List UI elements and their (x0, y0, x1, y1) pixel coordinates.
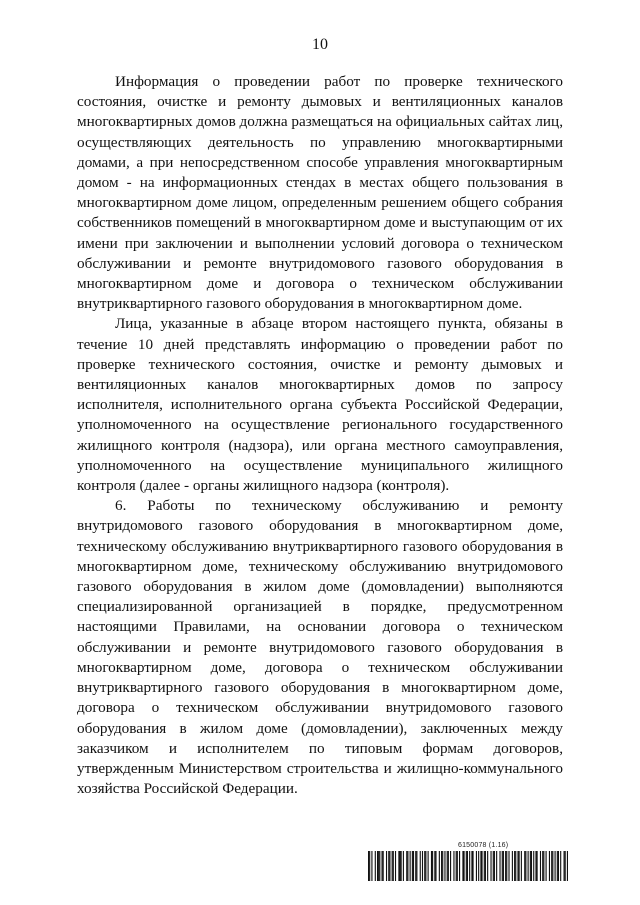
barcode-bar (564, 851, 565, 881)
barcode-bar (560, 851, 561, 881)
barcode-bar (420, 851, 421, 881)
barcode-bar (499, 851, 500, 881)
barcode-bar (462, 851, 463, 881)
barcode-bar (432, 851, 433, 881)
barcode-area (368, 842, 568, 882)
barcode-bar (401, 851, 402, 881)
barcode-bar (375, 851, 376, 881)
paragraph-2: Лица, указанные в абзаце втором настоящего пункта, обязаны в течение 10 дней представлять информацию о проведении работ по проверке технического состояния, очистке и ремонту дымовых и вентиляционных каналов многоквартирных домов по запросу исполнителя, исполнительного органа субъекта Российской Федерации, уполномоченного на осуществление регионального государственного жилищного контроля (надзора), или органа местного самоуправления, уполномоченного на осуществление муниципального жилищного контроля (далее - органы жилищного надзора (контроля). (77, 315, 563, 495)
barcode-bar (493, 851, 494, 881)
barcode-bar (490, 851, 491, 881)
barcode-bar (558, 851, 559, 881)
barcode-bar (377, 851, 378, 881)
barcode-bar (555, 851, 556, 881)
barcode-bar (415, 851, 416, 881)
barcode-bar (472, 851, 473, 881)
barcode-bar (410, 851, 411, 881)
barcode-bar (508, 851, 509, 881)
barcode-bar (456, 851, 457, 881)
barcode-bar (506, 851, 507, 881)
paragraph-3: 6. Работы по техническому обслуживанию и ремонту внутридомового газового оборудования в многоквартирном доме, техническому обслуживанию внутриквартирного газового оборудования в многоквартирном доме, техническому обслуживанию внутридомового газового оборудования в жилом доме (домовладении) выполняются специализированной организацией в порядке, предусмотренном настоящими Правилами, на основании договора о техническом обслуживании и ремонте внутридомового газового оборудования в многоквартирном доме, договора о техническом обслуживании внутриквартирного газового оборудования в многоквартирном доме, договора о техническом обслуживании внутридомового газового оборудования в жилом доме (домовладении), заключенных между заказчиком и исполнителем по типовым формам договоров, утвержденным Министерством строительства и жилищно-коммунального хозяйства Российской Федерации. (77, 497, 563, 798)
barcode-graphic (368, 851, 568, 881)
barcode-bar (502, 851, 503, 881)
barcode-bar (389, 851, 390, 881)
barcode-bar (514, 851, 515, 881)
barcode-bar (549, 851, 550, 881)
barcode-bar (469, 851, 470, 881)
page-number: 10 (312, 36, 328, 53)
barcode-bar (450, 851, 451, 881)
barcode-bar (557, 851, 558, 881)
barcode-bar (531, 851, 532, 881)
barcode-bar (521, 851, 522, 881)
barcode-bar (464, 851, 465, 881)
barcode-bar (422, 851, 423, 881)
barcode-bar (485, 851, 486, 881)
paragraph-1: Информация о проведении работ по проверке технического состояния, очистке и ремонту дымовых и вентиляционных каналов многоквартирных домов должна размещаться на официальных сайтах лиц, осуществляющих деятельность по управлению многоквартирными домами, а при непосредственном способе управления многоквартирным домом - на информационных стендах в местах общего пользования в многоквартирном доме лицом, определенным решением общего собрания собственников помещений в многоквартирном доме и выступающим от их имени при заключении и выполнении условий договора о техническом обслуживании и ремонте внутридомового газового оборудования в многоквартирном доме и договора о техническом обслуживании внутриквартирного газового оборудования в многоквартирном доме. (77, 73, 563, 313)
barcode-bar (459, 851, 460, 881)
barcode-bar (551, 851, 552, 881)
barcode-bar (478, 851, 479, 881)
barcode-bar (494, 851, 495, 881)
barcode-bar (441, 851, 442, 881)
barcode-bar (399, 851, 400, 881)
barcode-bar (496, 851, 497, 881)
barcode-bar (484, 851, 485, 881)
barcode-bar (487, 851, 488, 881)
barcode-bar (439, 851, 440, 881)
barcode-bar (428, 851, 429, 881)
barcode-bar (519, 851, 520, 881)
barcode-bar (434, 851, 435, 881)
barcode-bar (567, 851, 568, 881)
barcode-bar (444, 851, 445, 881)
barcode-bar (512, 851, 513, 881)
barcode-bar (386, 851, 387, 881)
barcode-bar (416, 851, 417, 881)
barcode-bar (466, 851, 467, 881)
barcode-bar (565, 851, 566, 881)
barcode-bar (533, 851, 534, 881)
barcode-bar (530, 851, 531, 881)
document-body (77, 72, 563, 799)
barcode-bar (447, 851, 448, 881)
barcode-bar (542, 851, 543, 881)
barcode-bar (413, 851, 414, 881)
barcode-bar (457, 851, 458, 881)
barcode-bar (379, 851, 380, 881)
barcode-bar (525, 851, 526, 881)
barcode-bar (392, 851, 393, 881)
barcode-bar (503, 851, 504, 881)
barcode-bar (540, 851, 541, 881)
barcode-bar (378, 851, 379, 881)
barcode-bar (406, 851, 407, 881)
barcode-bar (425, 851, 426, 881)
barcode-bar (467, 851, 468, 881)
barcode-bar (369, 851, 370, 881)
barcode-bar (403, 851, 404, 881)
barcode-bar (481, 851, 482, 881)
barcode-bar (381, 851, 382, 881)
barcode-bar (537, 851, 538, 881)
barcode-bar (412, 851, 413, 881)
barcode-bar (543, 851, 544, 881)
barcode-bar (515, 851, 516, 881)
barcode-bar (407, 851, 408, 881)
barcode-bar (371, 851, 372, 881)
barcode-bar (528, 851, 529, 881)
barcode-bar (368, 851, 369, 881)
barcode-bar (535, 851, 536, 881)
barcode-bar (517, 851, 518, 881)
barcode-bar (442, 851, 443, 881)
barcode-bar (431, 851, 432, 881)
barcode-bar (476, 851, 477, 881)
barcode-bar (383, 851, 384, 881)
barcode-bar (480, 851, 481, 881)
barcode-bar (546, 851, 547, 881)
barcode-bar (398, 851, 399, 881)
barcode-bar (524, 851, 525, 881)
barcode-bar (552, 851, 553, 881)
barcode-bar (395, 851, 396, 881)
barcode-bar (388, 851, 389, 881)
barcode-bar (424, 851, 425, 881)
barcode-bar (393, 851, 394, 881)
barcode-bar (471, 851, 472, 881)
barcode-bar (505, 851, 506, 881)
barcode-label: 6150078 (1.16) (458, 842, 509, 849)
barcode-bar (435, 851, 436, 881)
barcode-bar (453, 851, 454, 881)
barcode-bar (448, 851, 449, 881)
